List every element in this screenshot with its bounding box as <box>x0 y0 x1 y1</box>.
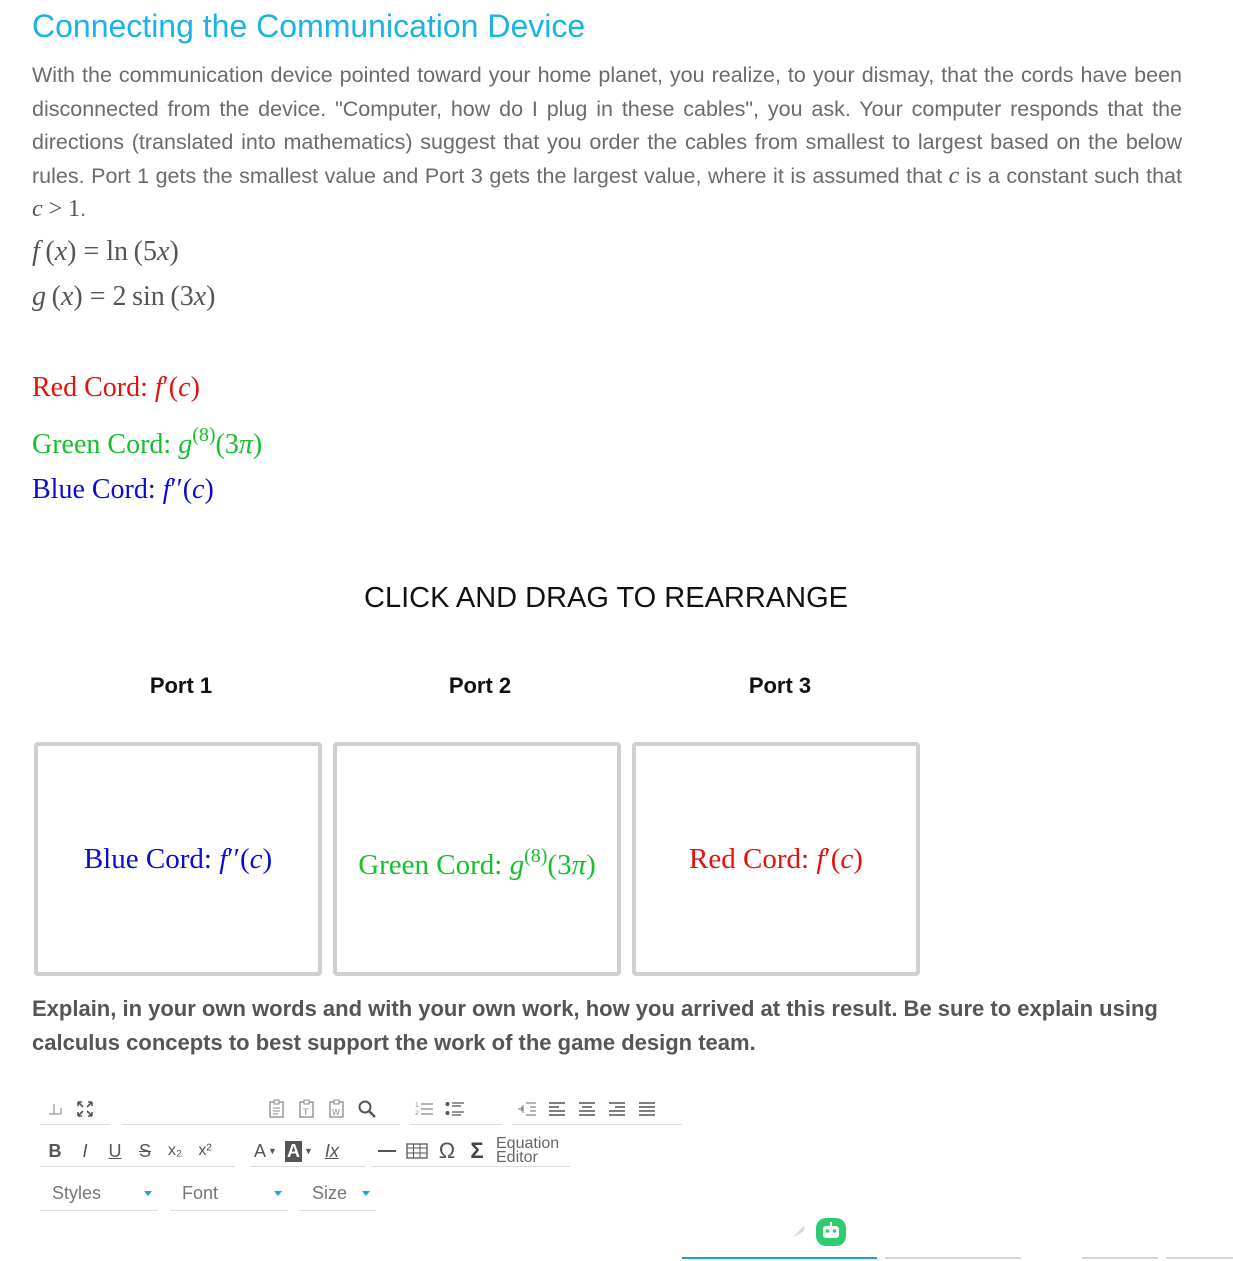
chevron-down-icon <box>274 1191 282 1196</box>
bold-button[interactable]: B <box>48 1140 62 1161</box>
port-3-label: Port 3 <box>748 673 812 698</box>
align-right-icon[interactable] <box>602 1096 632 1122</box>
intro-var: c <box>948 162 960 189</box>
red-cord-definition: Red Cord: f′(c) <box>32 372 200 403</box>
svg-text:1: 1 <box>415 1102 419 1109</box>
toolbar-group-clipboard <box>122 1094 400 1125</box>
bottom-tab-active[interactable] <box>682 1257 877 1259</box>
robot-assistant-icon[interactable] <box>814 1216 848 1253</box>
function-f: f (x) = ln (5x) <box>32 236 179 267</box>
special-char-button[interactable]: Ω <box>438 1138 456 1163</box>
intro-mid: is a constant such that <box>965 163 1182 188</box>
font-label: Font <box>182 1183 219 1203</box>
intro-cond-op: > <box>48 196 63 222</box>
resize-icon[interactable] <box>40 1096 70 1122</box>
explain-prompt: Explain, in your own words and with your own work, how you arrived at this result. Be sure to explain using calculus concepts to best support the work of the game design team. <box>32 996 1158 1055</box>
paste-icon[interactable] <box>262 1096 292 1122</box>
bottom-tab[interactable] <box>885 1257 1021 1259</box>
bottom-tab[interactable] <box>1082 1257 1158 1259</box>
green-cord-definition: Green Cord: $g^{(8)}(3\pi)$ <box>32 424 263 460</box>
styles-label: Styles <box>52 1183 102 1203</box>
drag-instruction: CLICK AND DRAG TO REARRANGE <box>364 582 848 614</box>
align-center-icon[interactable] <box>572 1096 602 1122</box>
find-icon[interactable] <box>352 1096 382 1122</box>
subscript-button[interactable]: x₂ <box>167 1142 183 1159</box>
intro-text: With the communication device pointed toward your home planet, you realize, to your dismay, that the cords have been disconnected from the device. "Computer, how do I plug in these cables", you ask. Your computer responds that the directions (translated into mathematics) suggest that you order the cables from smallest to largest based on the below rules. Port 1 gets the smallest value and Port 3 gets the largest value, where it is assumed that <box>32 63 1182 188</box>
blue-cord-definition: Blue Cord: f′′(c) <box>32 474 214 505</box>
bulleted-list-icon[interactable] <box>440 1096 470 1122</box>
underline-button[interactable]: U <box>108 1140 122 1161</box>
paste-word-icon[interactable] <box>322 1096 352 1122</box>
remove-format-button[interactable]: Ix <box>324 1140 339 1161</box>
svg-text:2: 2 <box>415 1110 419 1117</box>
feather-icon[interactable] <box>790 1222 808 1245</box>
toolbar-group-view <box>40 1094 110 1125</box>
superscript-button[interactable]: x² <box>198 1142 212 1159</box>
intro-cond-val: 1 <box>68 196 81 222</box>
svg-text:T: T <box>303 1108 309 1118</box>
styles-dropdown[interactable] <box>40 1177 158 1211</box>
align-left-icon[interactable] <box>542 1096 572 1122</box>
strikethrough-button[interactable]: S <box>138 1140 151 1161</box>
chevron-down-icon <box>144 1191 152 1196</box>
italic-button[interactable]: I <box>82 1140 88 1161</box>
port-2-label: Port 2 <box>448 673 512 698</box>
background-color-label: A <box>286 1140 300 1161</box>
table-icon[interactable] <box>402 1138 432 1164</box>
size-label: Size <box>312 1183 348 1203</box>
size-dropdown[interactable] <box>300 1177 376 1211</box>
function-g: g (x) = 2 sin (3x) <box>32 281 216 312</box>
toolbar-group-lists <box>410 1094 502 1125</box>
justify-icon[interactable] <box>632 1096 662 1122</box>
paste-text-icon[interactable] <box>292 1096 322 1122</box>
toolbar-group-basicstyles <box>40 1136 235 1167</box>
toolbar-group-align <box>512 1094 682 1125</box>
intro-cond-var: c <box>32 196 43 222</box>
toolbar-group-colors <box>250 1136 365 1167</box>
horizontal-line-icon[interactable] <box>372 1138 402 1164</box>
chevron-down-icon <box>362 1191 370 1196</box>
port-1-slot-blue-cord[interactable]: Blue Cord: f′′(c) <box>34 742 322 976</box>
port-3-slot-red-cord[interactable]: Red Cord: f′(c) <box>632 742 920 976</box>
port-2-slot-green-cord[interactable]: Green Cord: $g^{(8)}(3\pi)$ <box>333 742 621 976</box>
outdent-icon[interactable] <box>512 1096 542 1122</box>
port-1-label: Port 1 <box>149 673 213 698</box>
text-color-button[interactable]: A ▼ <box>254 1140 277 1161</box>
toolbar-group-insert <box>372 1136 570 1167</box>
page-title: Connecting the Communication Device <box>32 8 586 44</box>
text-color-label: A <box>254 1140 267 1161</box>
intro-end: . <box>80 197 87 221</box>
equation-sigma-icon[interactable]: Σ <box>470 1138 484 1163</box>
maximize-icon[interactable] <box>70 1096 100 1122</box>
equation-editor-button[interactable]: Equation Editor <box>496 1135 560 1166</box>
bottom-tab[interactable] <box>1166 1257 1233 1259</box>
numbered-list-icon[interactable] <box>410 1096 440 1122</box>
font-dropdown[interactable] <box>170 1177 288 1211</box>
svg-text:W: W <box>332 1108 340 1117</box>
background-color-button[interactable]: A ▼ <box>286 1140 313 1161</box>
intro-paragraph <box>32 59 1182 227</box>
